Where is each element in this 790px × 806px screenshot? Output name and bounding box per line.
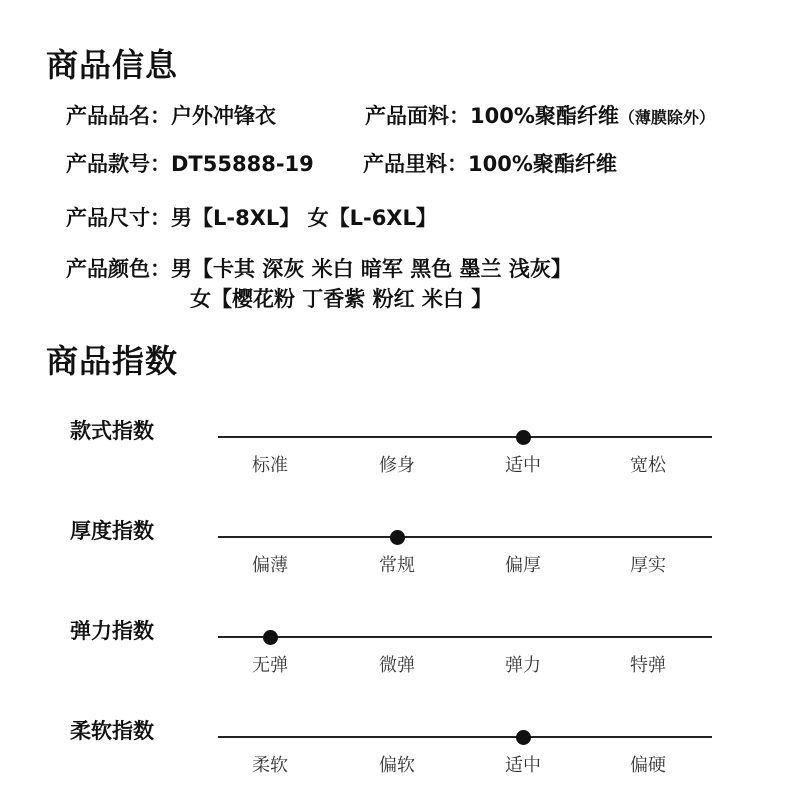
index-option: 常规	[379, 555, 415, 576]
index-option: 适中	[505, 455, 541, 476]
index-row	[0, 515, 790, 575]
product-color-men: 产品颜色：男【卡其 深灰 米白 暗军 黑色 墨兰 浅灰】	[66, 257, 572, 281]
index-option: 偏软	[379, 755, 415, 776]
product-fabric-text: 产品面料：100%聚酯纤维	[365, 104, 619, 128]
product-fabric-note: （薄膜除外）	[618, 108, 715, 127]
index-option: 特弹	[630, 655, 666, 676]
index-label: 厚度指数	[70, 519, 154, 543]
index-marker-dot	[516, 430, 531, 445]
index-option: 适中	[505, 755, 541, 776]
index-scale-line	[218, 436, 712, 438]
index-scale-line	[218, 736, 712, 738]
index-option: 弹力	[505, 655, 541, 676]
product-model: 产品款号：DT55888-19	[66, 152, 314, 176]
index-marker-dot	[263, 630, 278, 645]
product-index-title: 商品指数	[46, 342, 179, 380]
index-row	[0, 615, 790, 675]
index-option: 偏厚	[505, 555, 541, 576]
index-option: 微弹	[379, 655, 415, 676]
index-scale-line	[218, 636, 712, 638]
index-option: 偏硬	[630, 755, 666, 776]
index-marker-dot	[390, 530, 405, 545]
product-fabric	[365, 100, 715, 130]
product-name: 产品品名：户外冲锋衣	[66, 104, 276, 128]
product-color-women: 女【樱花粉 丁香紫 粉红 米白 】	[190, 287, 493, 311]
index-marker-dot	[516, 730, 531, 745]
index-option: 标准	[252, 455, 288, 476]
index-option: 宽松	[630, 455, 666, 476]
product-info-title: 商品信息	[46, 46, 179, 84]
index-label: 柔软指数	[70, 719, 154, 743]
product-size: 产品尺寸：男【L-8XL】 女【L-6XL】	[66, 206, 437, 230]
index-option: 柔软	[252, 755, 288, 776]
index-scale-line	[218, 536, 712, 538]
index-option: 厚实	[630, 555, 666, 576]
index-label: 款式指数	[70, 419, 154, 443]
index-row	[0, 715, 790, 775]
index-option: 无弹	[252, 655, 288, 676]
index-option: 偏薄	[252, 555, 288, 576]
index-label: 弹力指数	[70, 619, 154, 643]
index-option: 修身	[379, 455, 415, 476]
product-lining: 产品里料：100%聚酯纤维	[363, 152, 617, 176]
index-row	[0, 415, 790, 475]
